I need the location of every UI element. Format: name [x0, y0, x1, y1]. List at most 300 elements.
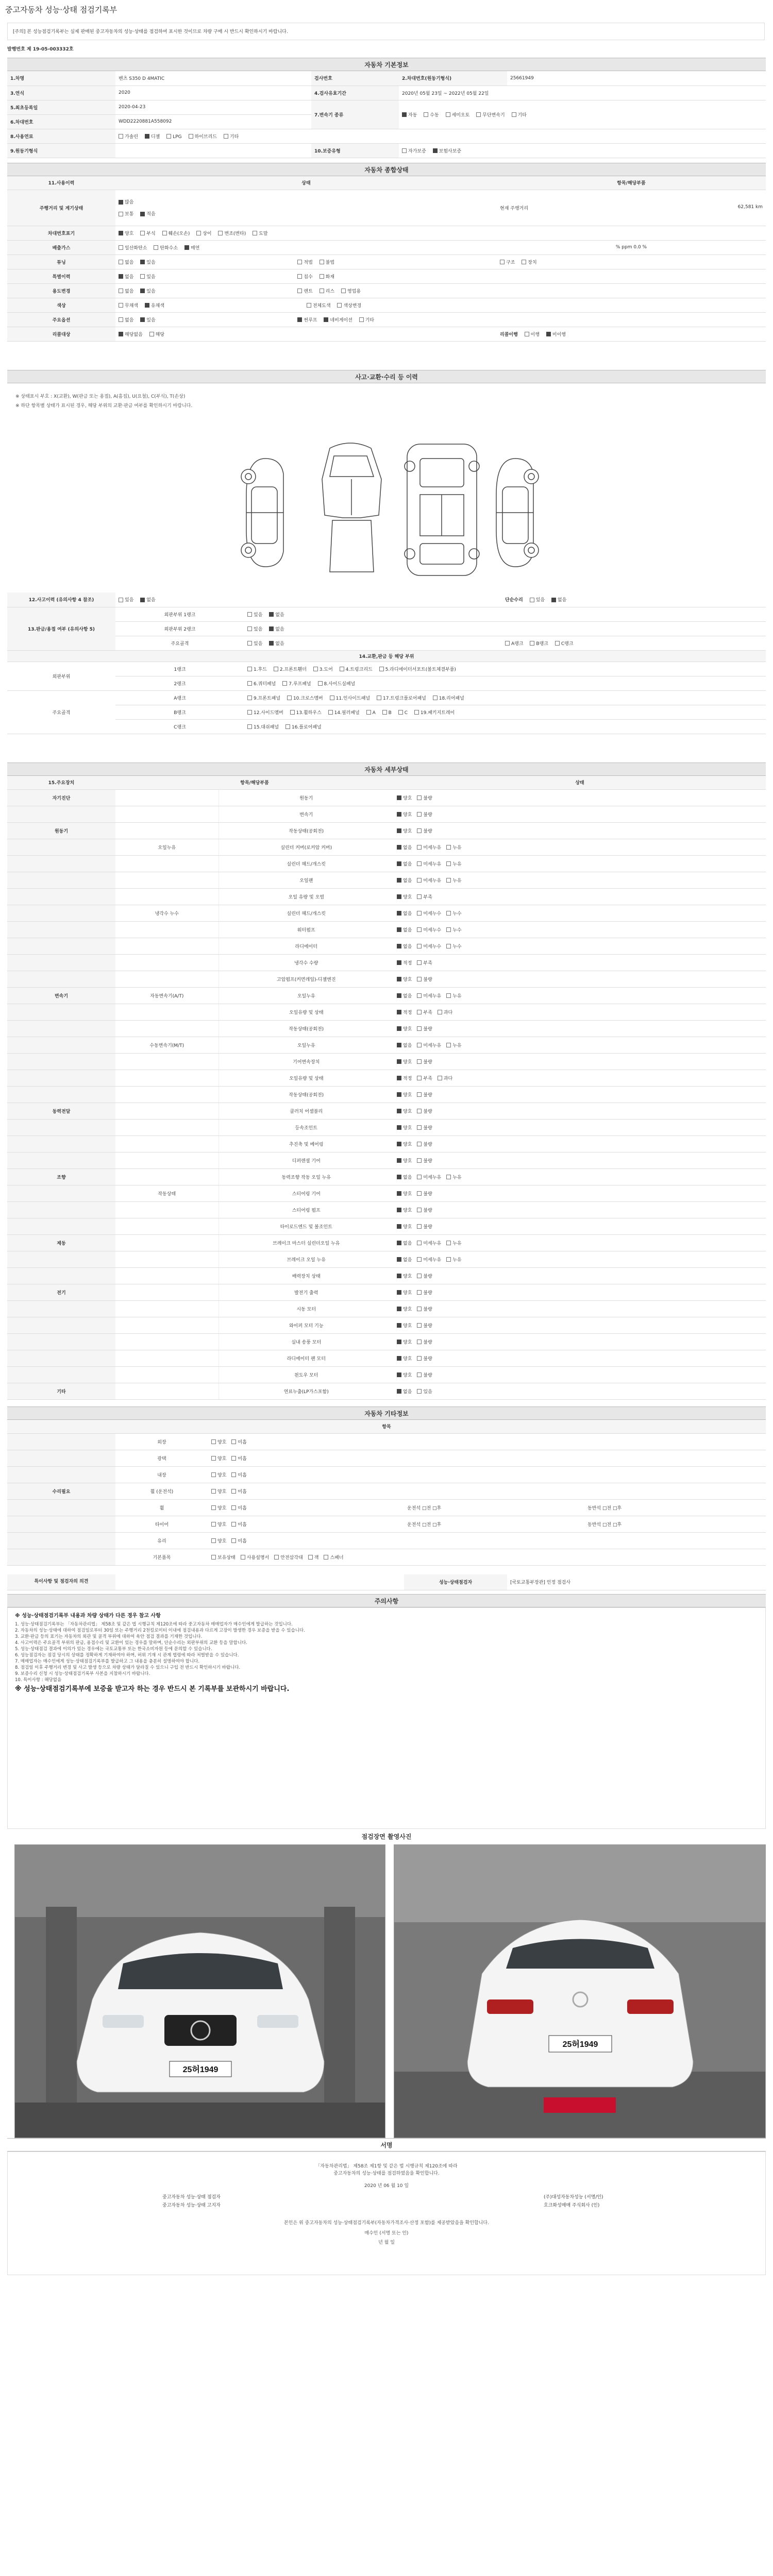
option-label: 미세누유 — [423, 1241, 442, 1246]
checkbox[interactable] — [247, 696, 252, 700]
basic-label: 검사번호 — [311, 71, 399, 86]
checkbox[interactable] — [417, 1241, 422, 1245]
checkbox[interactable] — [417, 1092, 422, 1097]
checkbox[interactable] — [438, 1010, 442, 1014]
checkbox[interactable] — [397, 1092, 401, 1097]
checkbox[interactable] — [366, 710, 371, 715]
section-summary: 자동차 종합상태 — [7, 163, 766, 176]
detail-subgroup — [115, 1004, 219, 1020]
option-label: 불량 — [423, 1356, 432, 1362]
checkbox[interactable] — [397, 1175, 401, 1179]
checkbox[interactable] — [417, 1125, 422, 1130]
extra-row — [7, 1450, 766, 1466]
parts-group: 외판부위 — [7, 662, 115, 690]
checkbox[interactable] — [417, 1340, 422, 1344]
checkbox[interactable] — [446, 845, 451, 850]
option-label: 과다 — [443, 1076, 453, 1081]
extra-options — [208, 1516, 404, 1532]
extra-table — [7, 1420, 766, 1566]
option-label: 양호 — [403, 1142, 412, 1147]
checkbox[interactable] — [330, 696, 334, 700]
detail-row — [7, 855, 766, 872]
option-label: 유채색 — [150, 303, 165, 309]
checkbox[interactable] — [397, 1158, 401, 1163]
checkbox[interactable] — [247, 626, 252, 631]
option-label: 전체도색 — [312, 303, 331, 309]
checkbox[interactable] — [417, 1389, 422, 1394]
detail-item: 시동 모터 — [219, 1300, 394, 1317]
checkbox[interactable] — [414, 710, 419, 715]
checkbox[interactable] — [417, 1191, 422, 1196]
checkbox[interactable] — [417, 795, 422, 800]
checkbox[interactable] — [397, 1372, 401, 1377]
checkbox[interactable] — [417, 944, 422, 948]
checkbox[interactable] — [446, 1257, 451, 1262]
checkbox[interactable] — [417, 1307, 422, 1311]
checkbox[interactable] — [417, 1323, 422, 1328]
detail-group: 변속기 — [7, 987, 115, 1004]
checkbox[interactable] — [433, 696, 438, 700]
damage-row — [7, 621, 766, 636]
checkbox[interactable] — [397, 1109, 401, 1113]
row-options — [502, 636, 766, 650]
caution-item: 2. 자동차의 성능·상태에 대하여 점검일로부터 30일 또는 주행거리 2천킬로미터 이내에 점검내용과 다르게 고장이 발생한 경우 보증을 받을 수 있습니다. — [15, 1628, 305, 1633]
checkbox[interactable] — [397, 861, 401, 866]
checkbox[interactable] — [417, 1274, 422, 1278]
detail-item: 실린더 헤드/개스킷 — [219, 855, 394, 872]
detail-row — [7, 1103, 766, 1119]
option-label: LPG — [173, 134, 182, 140]
extra-item: 기본품목 — [115, 1549, 208, 1565]
checkbox[interactable] — [417, 977, 422, 981]
checkbox[interactable] — [397, 1208, 401, 1212]
detail-options — [394, 822, 766, 839]
detail-item: 발전기 출력 — [219, 1284, 394, 1300]
checkbox[interactable] — [211, 1456, 216, 1461]
detail-subgroup — [115, 1152, 219, 1168]
detail-group — [7, 938, 115, 954]
checkbox[interactable] — [274, 1555, 279, 1560]
checkbox[interactable] — [211, 1489, 216, 1494]
option-label: 탄화수소 — [160, 245, 178, 251]
option-label: 불량 — [423, 1026, 432, 1032]
detail-row — [7, 1300, 766, 1317]
checkbox[interactable] — [438, 1076, 442, 1080]
checkbox[interactable] — [446, 1043, 451, 1047]
option-label: 불량 — [423, 1142, 432, 1147]
option-label: 불량 — [423, 977, 432, 982]
option-label: 네비게이션 — [330, 317, 352, 323]
checkbox[interactable] — [318, 681, 323, 686]
checkbox[interactable] — [231, 1472, 236, 1477]
detail-item: 브레이크 마스터 실린더오일 누유 — [219, 1234, 394, 1251]
extra-row — [7, 1483, 766, 1499]
rear-car-image — [394, 1845, 766, 2138]
checkbox[interactable] — [555, 641, 560, 646]
rank-label: 외판부위 1랭크 — [115, 607, 244, 621]
detail-subgroup: 작동상태 — [115, 1185, 219, 1201]
detail-row — [7, 1218, 766, 1234]
extra-group: 수리필요 — [7, 1483, 115, 1499]
detail-subgroup — [115, 872, 219, 888]
checkbox[interactable] — [231, 1505, 236, 1510]
detail-subgroup — [115, 789, 219, 806]
option-label: 양호 — [403, 1125, 412, 1131]
extra-group — [7, 1450, 115, 1466]
checkbox[interactable] — [417, 1142, 422, 1146]
checkbox[interactable] — [247, 681, 252, 686]
checkbox[interactable] — [397, 894, 401, 899]
detail-row — [7, 938, 766, 954]
option-label: 있음 — [254, 626, 263, 632]
checkbox[interactable] — [241, 1555, 245, 1560]
checkbox[interactable] — [505, 641, 510, 646]
checkbox[interactable] — [231, 1538, 236, 1543]
checkbox[interactable] — [417, 1290, 422, 1295]
parts-options — [244, 705, 766, 719]
detail-item: 추진축 및 베어링 — [219, 1136, 394, 1152]
option-label: 양호 — [403, 795, 412, 801]
parts-options — [244, 719, 766, 734]
option-label: 누유 — [452, 845, 462, 851]
row-label: 12.사고이력 (유의사항 4 참조) — [7, 592, 115, 607]
sign-text: 중고자동차의 성능·상태를 점검하였음을 확인합니다. — [333, 2171, 440, 2176]
checkbox[interactable] — [417, 1059, 422, 1064]
checkbox[interactable] — [417, 894, 422, 899]
checkbox[interactable] — [417, 1208, 422, 1212]
rank-label: B랭크 — [115, 705, 244, 719]
checkbox[interactable] — [285, 724, 290, 729]
checkbox[interactable] — [397, 1142, 401, 1146]
extra-right: 동반석 □전 □후 — [584, 1516, 766, 1532]
option-label: 미흡 — [238, 1538, 247, 1544]
checkbox[interactable] — [340, 667, 344, 671]
detail-group — [7, 1086, 115, 1103]
checkbox[interactable] — [211, 1472, 216, 1477]
checkbox[interactable] — [417, 1372, 422, 1377]
checkbox[interactable] — [397, 878, 401, 883]
opinion-row — [7, 1574, 766, 1590]
detail-row — [7, 971, 766, 987]
checkbox[interactable] — [397, 1307, 401, 1311]
car-frame-view — [405, 444, 479, 575]
checkbox[interactable] — [417, 1076, 422, 1080]
extra-options — [208, 1499, 404, 1516]
page-title: 중고자동차 성능·상태 점검기록부 — [5, 5, 117, 14]
option-label: 8.사이드실패널 — [324, 681, 356, 687]
checkbox[interactable] — [397, 1059, 401, 1064]
detail-subgroup — [115, 971, 219, 987]
checkbox[interactable] — [140, 598, 145, 602]
checkbox[interactable] — [287, 696, 292, 700]
detail-row — [7, 1020, 766, 1037]
detail-item: 실린더 커버(로커암 커버) — [219, 839, 394, 855]
checkbox[interactable] — [397, 1323, 401, 1328]
extra-item: 휠 — [115, 1499, 208, 1516]
detail-options — [394, 1251, 766, 1267]
sign-text: 「자동차관리법」 제58조 제1항 및 같은 법 시행규칙 제120조에 따라 — [315, 2164, 458, 2169]
detail-row — [7, 806, 766, 822]
checkbox[interactable] — [446, 878, 451, 883]
detail-options — [394, 938, 766, 954]
checkbox[interactable] — [290, 710, 295, 715]
checkbox[interactable] — [211, 1555, 216, 1560]
checkbox[interactable] — [397, 828, 401, 833]
checkbox[interactable] — [446, 1175, 451, 1179]
checkbox[interactable] — [417, 878, 422, 883]
checkbox[interactable] — [269, 612, 274, 617]
recall-label: 리콜이행 — [500, 332, 518, 337]
option-label: 적정 — [403, 960, 412, 966]
checkbox[interactable] — [446, 861, 451, 866]
parts-group: 주요골격 — [7, 690, 115, 734]
checkbox[interactable] — [417, 1356, 422, 1361]
detail-row — [7, 1234, 766, 1251]
checkbox[interactable] — [274, 667, 278, 671]
option-label: 부식 — [146, 231, 156, 236]
checkbox[interactable] — [446, 993, 451, 998]
option-label: 7.루프패널 — [289, 681, 311, 687]
option-label: 잭 — [314, 1555, 319, 1561]
checkbox[interactable] — [551, 598, 556, 602]
checkbox[interactable] — [397, 812, 401, 817]
checkbox[interactable] — [211, 1538, 216, 1543]
checkbox[interactable] — [417, 1158, 422, 1163]
caution-item: 10. 특이사항 : 해당없음 — [15, 1677, 62, 1683]
extra-options — [208, 1483, 404, 1499]
checkbox[interactable] — [231, 1522, 236, 1527]
detail-item: 워터펌프 — [219, 921, 394, 938]
checkbox[interactable] — [247, 641, 252, 646]
detail-options — [394, 1267, 766, 1284]
extra-mid — [404, 1433, 584, 1450]
checkbox[interactable] — [211, 1439, 216, 1444]
checkbox[interactable] — [417, 861, 422, 866]
checkbox[interactable] — [324, 1555, 328, 1560]
option-label: 없음 — [557, 598, 567, 603]
checkbox[interactable] — [417, 828, 422, 833]
option-label: 없음 — [403, 1257, 412, 1263]
damage-table — [7, 592, 766, 734]
option-label: 미흡 — [238, 1456, 247, 1462]
checkbox[interactable] — [269, 641, 274, 646]
checkbox[interactable] — [446, 944, 451, 948]
option-label: 누유 — [452, 1241, 462, 1246]
detail-item: 원동기 — [219, 789, 394, 806]
detail-options — [394, 1053, 766, 1070]
checkbox[interactable] — [313, 667, 318, 671]
checkbox[interactable] — [417, 1109, 422, 1113]
checkbox[interactable] — [417, 911, 422, 916]
option-label: 세미오토 — [451, 112, 470, 118]
row-label: 색상 — [7, 298, 115, 312]
detail-item: 실내 송풍 모터 — [219, 1333, 394, 1350]
checkbox[interactable] — [397, 1191, 401, 1196]
option-label: 불량 — [423, 1208, 432, 1213]
detail-subgroup — [115, 1350, 219, 1366]
checkbox[interactable] — [446, 1241, 451, 1245]
checkbox[interactable] — [398, 710, 403, 715]
detail-item: 오일누유 — [219, 1037, 394, 1053]
checkbox[interactable] — [417, 1010, 422, 1014]
checkbox[interactable] — [397, 1224, 401, 1229]
option-label: 6.쿼터패널 — [254, 681, 276, 687]
checkbox[interactable] — [231, 1439, 236, 1444]
option-label: 미이행 — [552, 332, 566, 337]
checkbox[interactable] — [247, 710, 252, 715]
option-label: 자가보증 — [408, 148, 426, 154]
checkbox[interactable] — [397, 944, 401, 948]
extra-header — [7, 1420, 766, 1433]
buyer-sign-line: 매수인 (서명 또는 인) — [364, 2231, 409, 2236]
checkbox[interactable] — [397, 1290, 401, 1295]
checkbox[interactable] — [269, 626, 274, 631]
option-label: 없음 — [403, 878, 412, 884]
option-label: 없음 — [403, 845, 412, 851]
checkbox[interactable] — [417, 993, 422, 998]
checkbox[interactable] — [397, 911, 401, 916]
checkbox[interactable] — [231, 1489, 236, 1494]
detail-subgroup — [115, 1020, 219, 1037]
detail-row — [7, 1136, 766, 1152]
checkbox[interactable] — [417, 1026, 422, 1031]
checkbox[interactable] — [231, 1456, 236, 1461]
extra-row — [7, 1516, 766, 1532]
option-label: 양호 — [403, 1340, 412, 1345]
detail-item: 고압펌프(커먼레일)-디젤엔진 — [219, 971, 394, 987]
detail-options — [394, 1350, 766, 1366]
checkbox[interactable] — [397, 1026, 401, 1031]
option-label: 불량 — [423, 1191, 432, 1197]
checkbox[interactable] — [417, 845, 422, 850]
option-label: 4.트렁크리드 — [345, 667, 373, 672]
option-label: 렌트 — [304, 289, 313, 294]
checkbox[interactable] — [530, 598, 534, 602]
checkbox[interactable] — [211, 1505, 216, 1510]
checkbox[interactable] — [397, 1241, 401, 1245]
checkbox[interactable] — [417, 812, 422, 817]
checkbox[interactable] — [397, 1389, 401, 1394]
checkbox[interactable] — [377, 696, 381, 700]
detail-item: 오일 유량 및 오염 — [219, 888, 394, 905]
checkbox[interactable] — [397, 1043, 401, 1047]
parts-row — [7, 719, 766, 734]
option-label: 양호 — [403, 1224, 412, 1230]
detail-subgroup — [115, 806, 219, 822]
option-label: 색상변경 — [343, 303, 362, 309]
detail-item: 오일팬 — [219, 872, 394, 888]
checkbox[interactable] — [397, 1010, 401, 1014]
checkbox[interactable] — [397, 795, 401, 800]
checkbox[interactable] — [446, 927, 451, 932]
checkbox[interactable] — [417, 1175, 422, 1179]
option-label: 누유 — [452, 1257, 462, 1263]
detail-subgroup — [115, 1201, 219, 1218]
section-cautions: 주의사항 — [7, 1594, 766, 1607]
detail-subgroup — [115, 1267, 219, 1284]
extra-mid — [404, 1450, 584, 1466]
car-damage-diagram — [0, 0, 773, 592]
checkbox[interactable] — [397, 1340, 401, 1344]
checkbox[interactable] — [247, 724, 252, 729]
extra-group — [7, 1549, 115, 1565]
option-label: 미흡 — [238, 1472, 247, 1478]
checkbox[interactable] — [397, 845, 401, 850]
option-label: 양호 — [403, 1307, 412, 1312]
option-label: 없음 — [403, 861, 412, 867]
checkbox[interactable] — [446, 911, 451, 916]
detail-options — [394, 1333, 766, 1350]
detail-subgroup — [115, 1366, 219, 1383]
detail-row — [7, 905, 766, 921]
option-label: 양호 — [403, 1191, 412, 1197]
header-cell: 11.사용이력 — [7, 176, 115, 190]
option-label: 누유 — [452, 993, 462, 999]
option-label: 불량 — [423, 795, 432, 801]
caution-item: 3. 교환·판금 등의 표기는 자동차의 외관 및 골격 부위에 대하여 육안 점검 결과를 기재한 것입니다. — [15, 1634, 203, 1639]
rank-label: 2랭크 — [115, 676, 244, 690]
option-label: 양호 — [217, 1522, 227, 1528]
option-label: 사용설명서 — [246, 1555, 270, 1561]
checkbox[interactable] — [397, 960, 401, 965]
checkbox[interactable] — [397, 1076, 401, 1080]
checkbox[interactable] — [308, 1555, 313, 1560]
checkbox[interactable] — [417, 927, 422, 932]
checkbox[interactable] — [379, 667, 384, 671]
detail-item: 오일유량 및 상태 — [219, 1004, 394, 1020]
detail-row — [7, 1383, 766, 1399]
checkbox[interactable] — [282, 681, 287, 686]
option-label: 양호 — [403, 977, 412, 982]
checkbox[interactable] — [417, 1257, 422, 1262]
checkbox[interactable] — [397, 1257, 401, 1262]
checkbox[interactable] — [397, 1125, 401, 1130]
cautions-emphasis: ※ 성능·상태점검기록부에 보증을 받고자 하는 경우 반드시 본 기록부를 보관하시기 바랍니다. — [15, 1685, 290, 1693]
detail-row — [7, 1037, 766, 1053]
checkbox[interactable] — [247, 612, 252, 617]
option-label: 양호 — [403, 828, 412, 834]
option-label: 기타 — [365, 317, 375, 323]
option-label: 상이 — [203, 231, 212, 236]
detail-group — [7, 1218, 115, 1234]
parts-title: 14.교환,판금 등 해당 부위 — [7, 650, 766, 662]
checkbox[interactable] — [119, 598, 123, 602]
car-right-side-view — [496, 459, 539, 567]
detail-options — [394, 987, 766, 1004]
checkbox[interactable] — [530, 641, 534, 646]
checkbox[interactable] — [211, 1522, 216, 1527]
option-label: 양호 — [403, 894, 412, 900]
checkbox[interactable] — [397, 993, 401, 998]
checkbox[interactable] — [397, 1274, 401, 1278]
checkbox[interactable] — [382, 710, 387, 715]
checkbox[interactable] — [397, 1356, 401, 1361]
option-label: 해당없음 — [125, 332, 143, 337]
checkbox[interactable] — [397, 927, 401, 932]
extra-row — [7, 1466, 766, 1483]
caution-item: 7. 매매업자는 매수인에게 성능·상태점검기록부를 발급하고 그 내용을 충분히 설명하여야 합니다. — [15, 1659, 200, 1664]
checkbox[interactable] — [247, 667, 252, 671]
option-label: 매연 — [191, 245, 200, 251]
checkbox[interactable] — [417, 1224, 422, 1229]
checkbox[interactable] — [417, 960, 422, 965]
option-label: 안전삼각대 — [280, 1555, 303, 1561]
option-label: 리스 — [325, 289, 335, 294]
checkbox[interactable] — [417, 1043, 422, 1047]
option-label: 불량 — [423, 1224, 432, 1230]
checkbox[interactable] — [397, 977, 401, 981]
checkbox[interactable] — [328, 710, 333, 715]
